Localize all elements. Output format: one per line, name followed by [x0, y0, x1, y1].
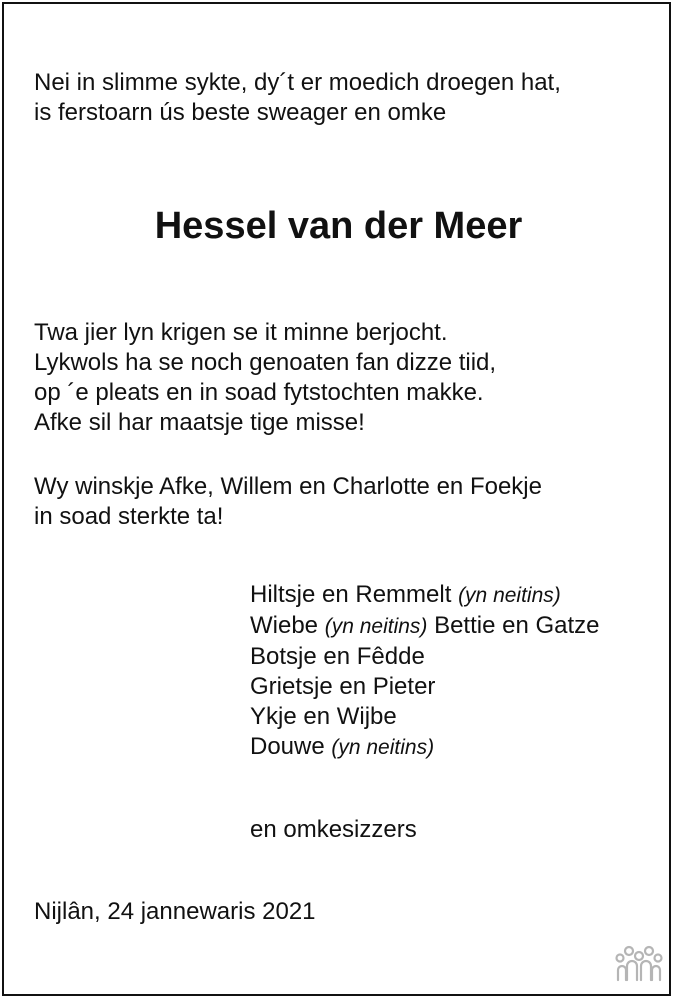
signer-names: Wiebe — [250, 612, 325, 639]
signer-names: Douwe — [250, 733, 332, 760]
intro-text — [34, 68, 561, 128]
poem-line: op ´e pleats en in soad fytstochten makke. — [34, 379, 484, 406]
deceased-name: Hessel van der Meer — [154, 205, 523, 247]
signer-line: Botsje en Fêdde — [250, 643, 425, 670]
condolence-line: in soad sterkte ta! — [34, 503, 224, 530]
condolence-text — [34, 472, 542, 532]
poem-line: Twa jier lyn krigen se it minne berjocht. — [34, 319, 448, 346]
nephews-nieces-line: en omkesizzers — [250, 816, 417, 843]
condolence-line: Wy winskje Afke, Willem en Charlotte en Foekje — [34, 473, 542, 500]
intro-line: Nei in slimme sykte, dy´t er moedich droegen hat, — [34, 69, 561, 96]
poem-text — [34, 318, 496, 438]
in-memoriam-note: (yn neitins) — [458, 584, 561, 607]
poem-line: Lykwols ha se noch genoaten fan dizze tiid, — [34, 349, 497, 376]
people-group-icon — [615, 944, 663, 984]
poem-line: Afke sil har maatsje tige misse! — [34, 409, 365, 436]
place-date: Nijlân, 24 jannewaris 2021 — [34, 898, 316, 925]
signer-line — [250, 580, 600, 611]
signer-line: Grietsje en Pieter — [250, 673, 436, 700]
signer-line — [250, 732, 600, 763]
signer-names: Bettie en Gatze — [427, 612, 600, 639]
in-memoriam-note: (yn neitins) — [331, 736, 435, 759]
in-memoriam-note: (yn neitins) — [324, 615, 428, 638]
signer-names: Hiltsje en Remmelt — [250, 581, 459, 608]
signer-line: Ykje en Wijbe — [250, 703, 397, 730]
intro-line: is ferstoarn ús beste sweager en omke — [34, 99, 447, 126]
signers-list — [250, 580, 600, 763]
signer-line — [250, 611, 600, 642]
